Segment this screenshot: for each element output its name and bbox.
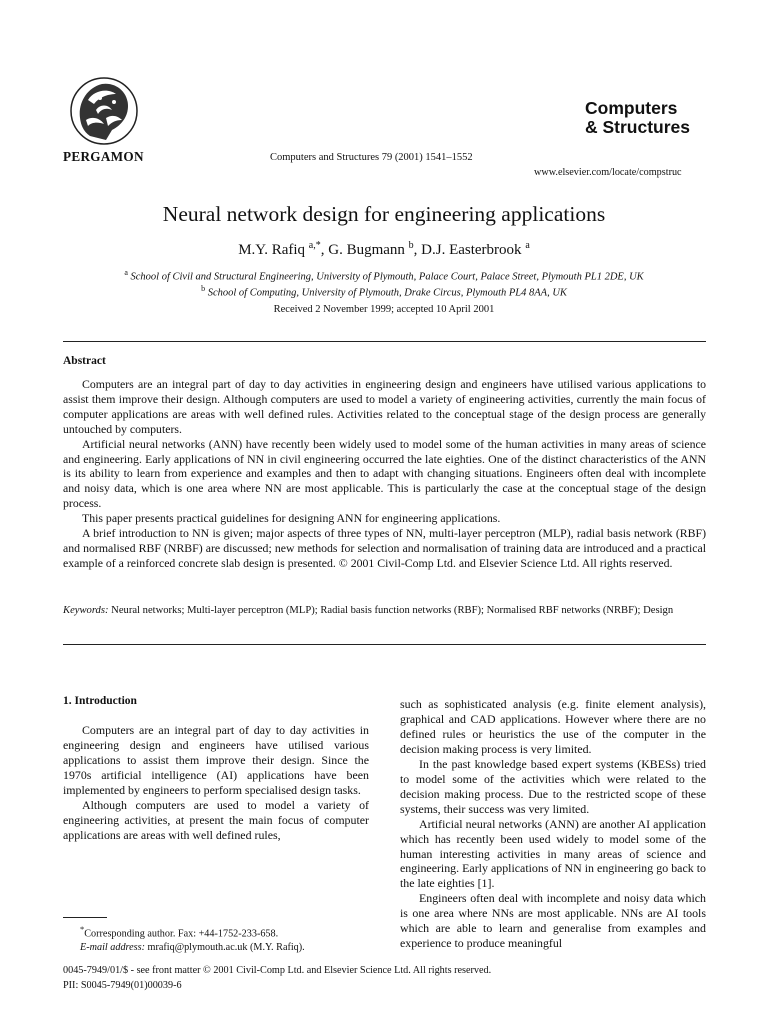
body-paragraph: In the past knowledge based expert systems (KBESs) tried to model some of the activities which were related to the decision making process. Due to the restricted scope of these systems, their success was very limited.: [400, 756, 706, 816]
publisher-name: PERGAMON: [63, 149, 144, 164]
footnote: [63, 922, 305, 955]
author-name: D.J. Easterbrook: [421, 242, 522, 258]
corresponding-author-text: Corresponding author. Fax: +44-1752-233-658.: [84, 928, 279, 940]
section-heading: 1. Introduction: [63, 695, 137, 707]
affiliation: [0, 268, 768, 283]
author-affiliation-mark: a,*: [308, 240, 321, 251]
journal-citation: Computers and Structures 79 (2001) 1541–1552: [270, 152, 473, 163]
body-paragraph: such as sophisticated analysis (e.g. finite element analysis), graphical and CAD applications. However where there are no defined rules or heuristics the use of the computer in the decision making process is very limited.: [400, 697, 706, 756]
author-affiliation-mark: a: [525, 240, 530, 251]
keywords-text: Neural networks; Multi-layer perceptron (MLP); Radial basis function networks (RBF); Normalised RBF networks (NRBF); Design: [111, 605, 674, 616]
journal-title: [585, 99, 690, 137]
author-name: M.Y. Rafiq: [238, 242, 306, 258]
keywords-label: Keywords:: [63, 605, 109, 616]
abstract-paragraph: This paper presents practical guidelines for designing ANN for engineering applications.: [82, 511, 501, 526]
affiliation-mark: b: [201, 284, 206, 293]
abstract-paragraph: A brief introduction to NN is given; major aspects of three types of NN, multi-layer perceptron (MLP), radial basis network (RBF) and normalised RBF (NRBF) are discussed; new methods for selection and normalisation of training data are introduced and a practical example of a reinforced concrete slab design is presented. © 2001 Civil-Comp Ltd. and Elsevier Science Ltd. All rights reserved.: [63, 526, 706, 570]
body-column-right: [400, 697, 706, 951]
keywords: [63, 604, 706, 618]
journal-title-line2: & Structures: [585, 117, 691, 137]
pii-line: PII: S0045-7949(01)00039-6: [63, 980, 182, 991]
divider: [63, 341, 706, 342]
email-address[interactable]: mrafiq@plymouth.ac.uk (M.Y. Rafiq).: [147, 942, 305, 954]
abstract-paragraph: Artificial neural networks (ANN) have recently been widely used to model some of the human activities in many areas of science and engineering. Early applications of NN in civil engineering occurred the late eighties. One of the distinct characteristics of the ANN is its ability to learn from experience and examples and then to adapt with changing situations. Engineers often deal with incomplete and noisy data, which is one area where NN are most applicable. This is particularly the case at the conceptual stage of the design process.: [63, 436, 706, 511]
email-label: E-mail address:: [80, 942, 145, 954]
body-column-left: [63, 723, 369, 843]
abstract-heading: Abstract: [63, 355, 106, 367]
abstract-body: [63, 377, 706, 571]
copyright-line: 0045-7949/01/$ - see front matter © 2001 Civil-Comp Ltd. and Elsevier Science Ltd. All rights reserved.: [63, 965, 492, 976]
author-affiliation-mark: b: [408, 240, 414, 251]
body-paragraph: Engineers often deal with incomplete and noisy data which is one area where NNs are most applicable. NNs are AI tools which are able to learn and generalise from examples and experience to produce meaningful: [400, 891, 706, 951]
footnote-divider: [63, 917, 107, 918]
divider: [63, 644, 706, 645]
abstract-paragraph: Computers are an integral part of day to day activities in engineering design and engineers have utilised various applications to assist them improve their design. Although computers are used to model a variety of engineering activities, currently the main focus of computer applications are areas with well defined rules. Activities related to the conceptual stage of the design process are generally untouched by computers.: [63, 377, 706, 436]
author-name: G. Bugmann: [328, 242, 405, 258]
journal-title-line1: Computers: [585, 98, 678, 118]
footnote-mark: *: [80, 924, 85, 934]
publisher-logo-icon: [66, 74, 142, 148]
body-paragraph: Computers are an integral part of day to day activities in engineering design and engineers have utilised various applications to assist them improve their design. Since the 1970s artificial intelligence (AI) applications have been implemented by engineers to perform specialised design tasks.: [63, 723, 369, 797]
article-title: Neural network design for engineering applications: [162, 202, 606, 226]
received-dates: Received 2 November 1999; accepted 10 April 2001: [273, 304, 495, 315]
affiliation-text: School of Civil and Structural Engineering, University of Plymouth, Palace Court, Palace Street, Plymouth PL1 2DE, UK: [130, 271, 644, 283]
author-list: M.Y. Rafiq $^{a,*}$, G. Bugmann $^b$, D.J. Easterbrook $^a$: [238, 240, 530, 258]
footnote-email: [63, 941, 305, 955]
affiliation: [0, 284, 768, 299]
affiliation-mark: a: [124, 268, 128, 277]
body-paragraph: Artificial neural networks (ANN) are another AI application which has recently been used widely to model some of the human interesting activities in many areas of science and engineering. Early applications of NN in engineering go back to the late eighties [1].: [400, 816, 706, 891]
affiliation-text: School of Computing, University of Plymouth, Drake Circus, Plymouth PL4 8AA, UK: [207, 287, 567, 299]
body-paragraph: Although computers are used to model a variety of engineering activities, at present the main focus of computer applications are areas with well defined rules,: [63, 797, 369, 842]
journal-url[interactable]: www.elsevier.com/locate/compstruc: [534, 167, 682, 178]
footnote-corresponding: [63, 922, 305, 941]
